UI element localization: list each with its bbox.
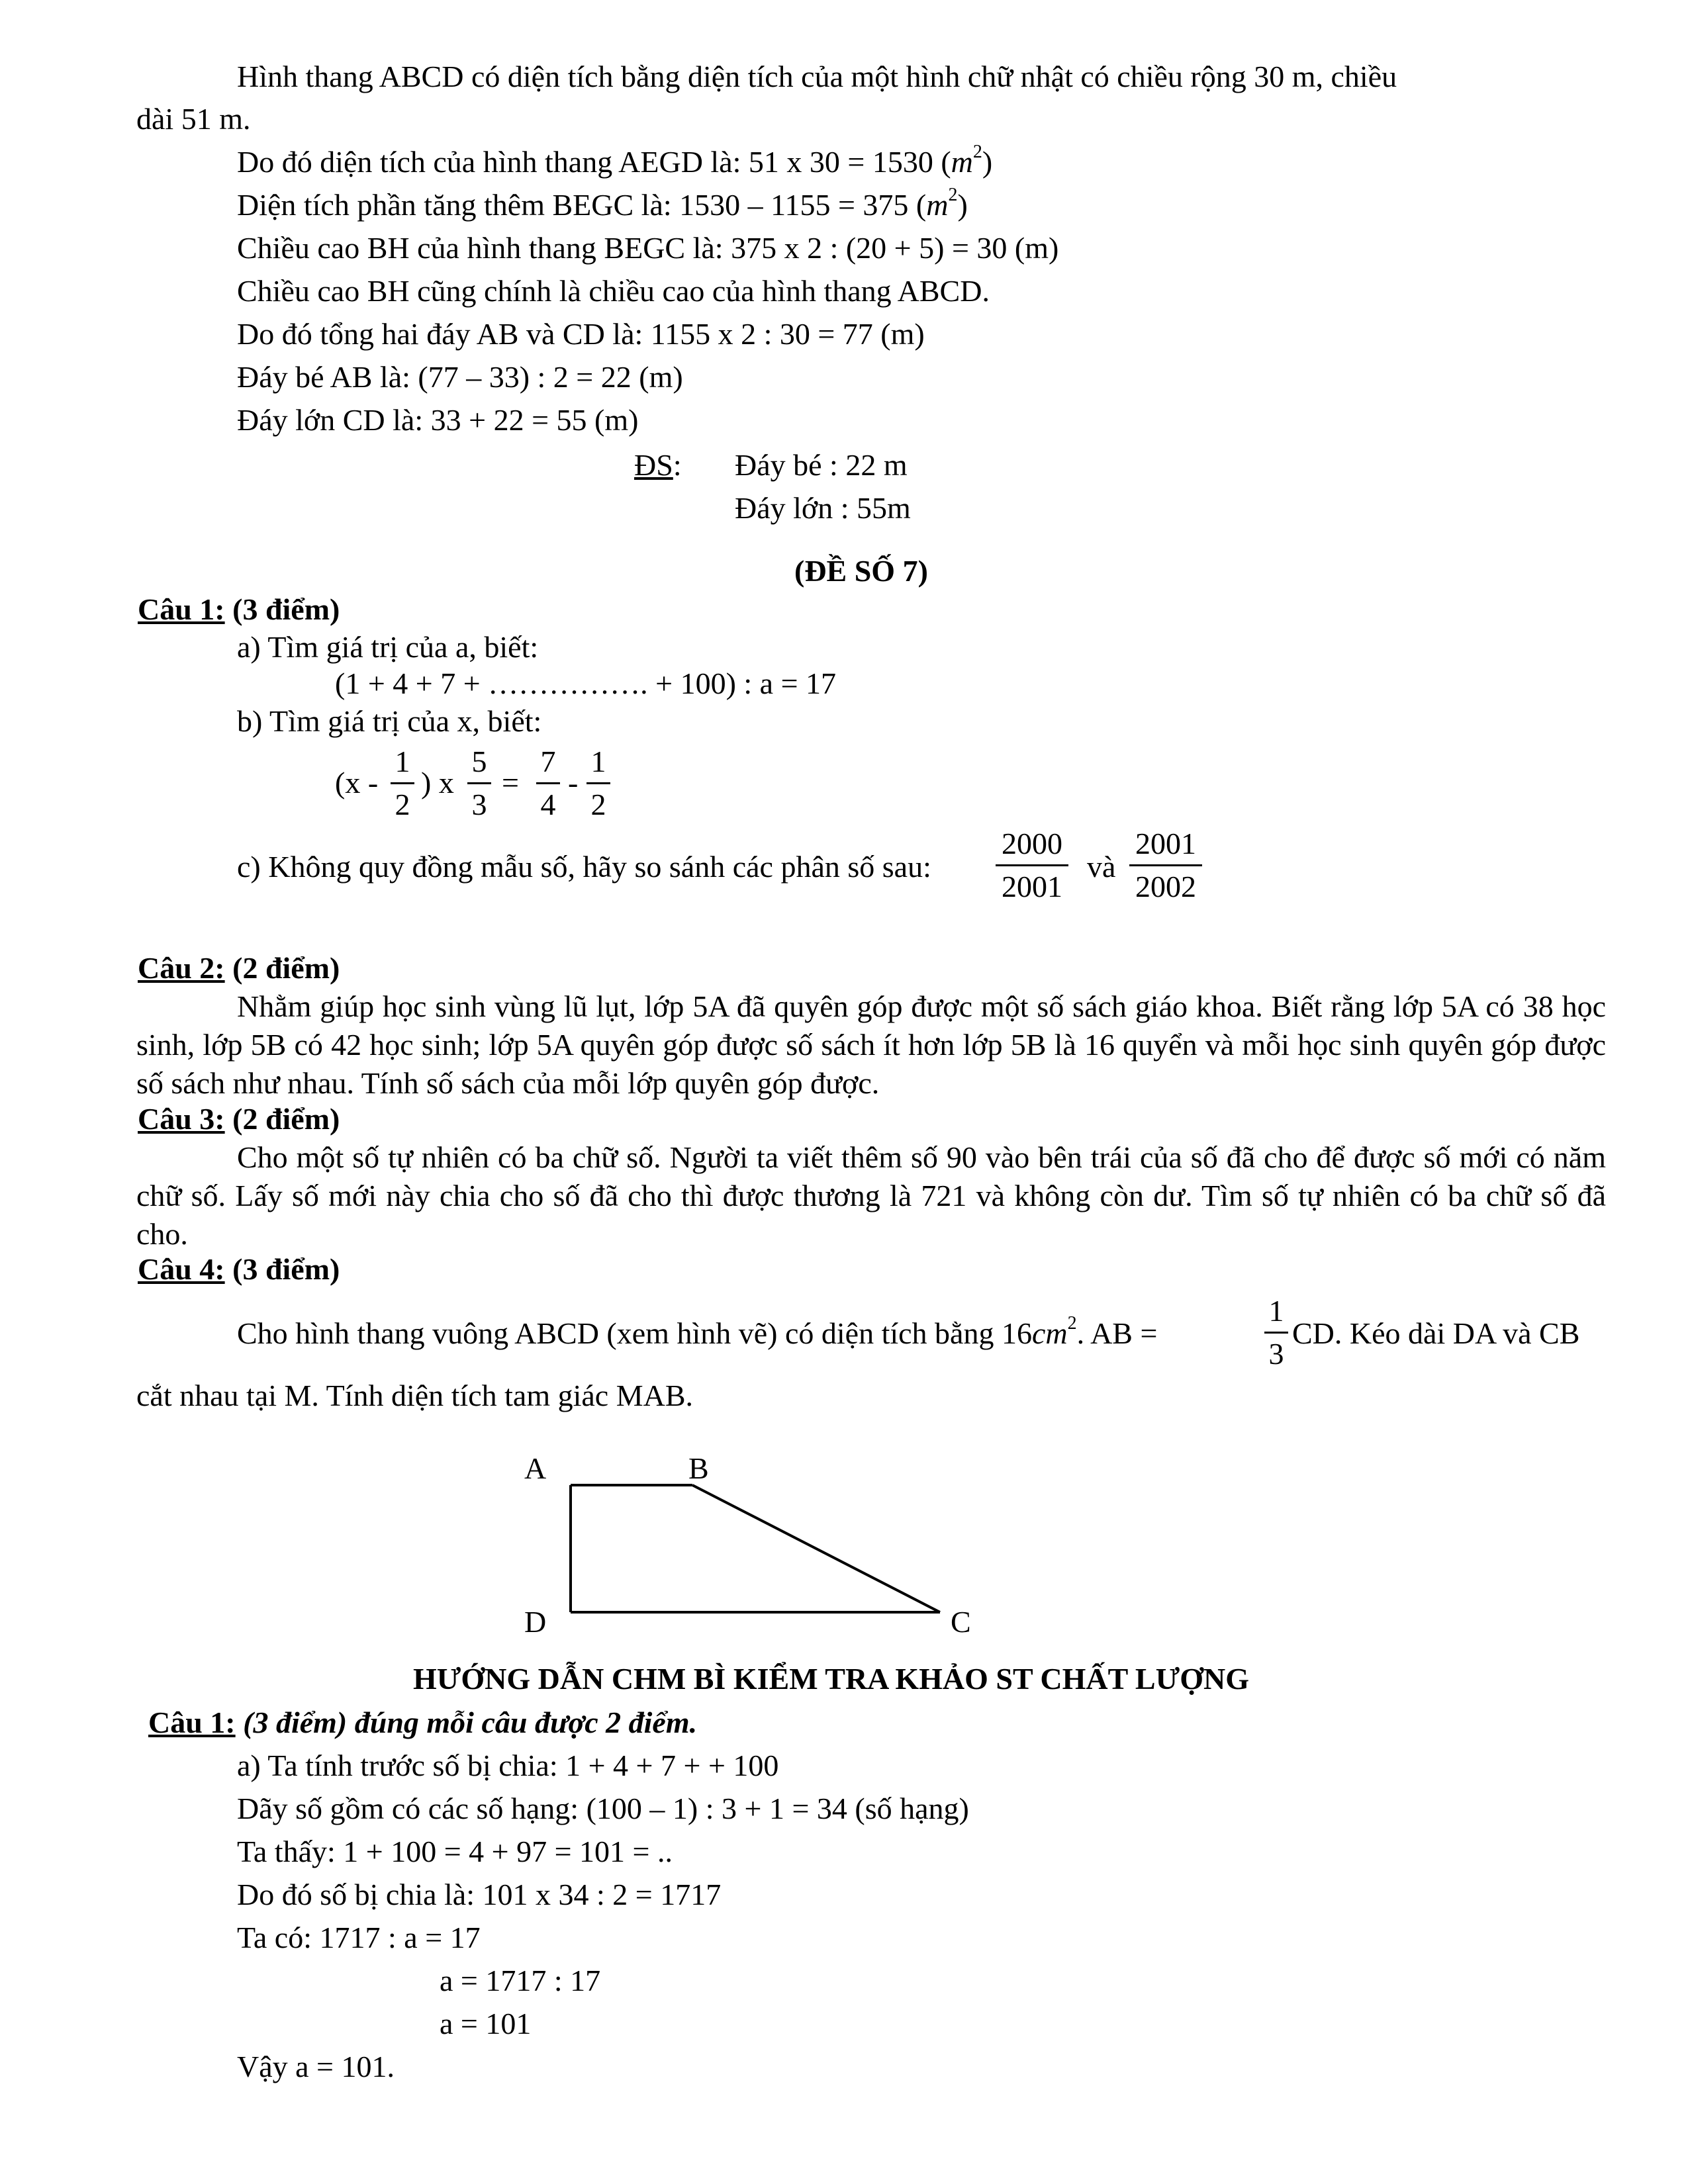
label-c: C bbox=[951, 1605, 971, 1639]
guide-line7: a = 101 bbox=[440, 2007, 532, 2040]
cau1-b-minus: - bbox=[568, 766, 579, 799]
close-paren: ) bbox=[982, 145, 993, 179]
guide-line5: Ta có: 1717 : a = 17 bbox=[237, 1921, 481, 1954]
label-b: B bbox=[688, 1451, 709, 1485]
guide-cau1-heading bbox=[148, 1707, 697, 1738]
p1-line3-text: Do đó diện tích của hình thang AEGD là: 51 x 30 = 1530 ( bbox=[237, 145, 951, 179]
p1-line4-text: Diện tích phần tăng thêm BEGC là: 1530 – 1155 = 375 ( bbox=[237, 188, 927, 222]
exam-title: (ĐỀ SỐ 7) bbox=[794, 554, 928, 588]
fraction-1-2: 1 2 bbox=[391, 747, 414, 820]
guide-cau1-label: Câu 1: bbox=[148, 1706, 236, 1739]
cau1-points: (3 điểm) bbox=[224, 592, 340, 626]
label-d: D bbox=[524, 1605, 547, 1639]
edge-bc bbox=[692, 1485, 940, 1612]
cau1-b-open: (x - bbox=[335, 766, 379, 799]
cau1-b-times: ) x bbox=[421, 766, 454, 799]
cau2-label: Câu 2: bbox=[138, 951, 225, 985]
cau4-t2: . AB = bbox=[1076, 1316, 1158, 1350]
guide-title: HƯỚNG DẪN CHM BÌ KIỂM TRA KHẢO ST CHẤT LƯỢNG bbox=[413, 1662, 1250, 1696]
unit-sup: 2 bbox=[972, 142, 982, 162]
cau4-t3: CD. Kéo dài DA và CB bbox=[1292, 1316, 1580, 1350]
answer-large-base: Đáy lớn : 55m bbox=[735, 491, 911, 525]
p1-line9: Đáy lớn CD là: 33 + 22 = 55 (m) bbox=[237, 403, 639, 437]
p1-line8: Đáy bé AB là: (77 – 33) : 2 = 22 (m) bbox=[237, 360, 683, 394]
cau1-label: Câu 1: bbox=[138, 592, 225, 626]
cau3-label: Câu 3: bbox=[138, 1102, 225, 1136]
fraction-2001-2002: 2001 2002 bbox=[1129, 829, 1202, 902]
fraction-2000-2001: 2000 2001 bbox=[996, 829, 1068, 902]
guide-line4: Do đó số bị chia là: 101 x 34 : 2 = 1717 bbox=[237, 1878, 722, 1911]
cau2-text: Nhằm giúp học sinh vùng lũ lụt, lớp 5A đã quyên góp được một số sách giáo khoa. Biết rằng lớp 5A có 38 học sinh, lớp 5B có 42 học sinh; lớp 5A quyên góp được số sách ít hơn lớp 5B là 16 quyển và mỗi học sinh quyên góp được số sách như nhau. Tính số sách của mỗi lớp quyên góp được. bbox=[136, 989, 1606, 1100]
cau3-text: Cho một số tự nhiên có ba chữ số. Người ta viết thêm số 90 vào bên trái của số đã cho để được số mới có năm chữ số. Lấy số mới này chia cho số đã cho thì được thương là 721 và không còn dư. Tìm số tự nhiên có ba chữ số đã cho. bbox=[136, 1140, 1606, 1251]
p1-line2: dài 51 m. bbox=[136, 102, 251, 136]
label-a: A bbox=[524, 1451, 547, 1485]
fraction-1-3: 1 3 bbox=[1264, 1296, 1288, 1369]
guide-line6: a = 1717 : 17 bbox=[440, 1964, 601, 1997]
close-paren: ) bbox=[957, 188, 968, 222]
cau4-label: Câu 4: bbox=[138, 1252, 225, 1286]
guide-line3: Ta thấy: 1 + 100 = 4 + 97 = 101 = .. bbox=[237, 1835, 673, 1868]
cau4-line2: cắt nhau tại M. Tính diện tích tam giác MAB. bbox=[136, 1379, 694, 1412]
guide-line2: Dãy số gồm có các số hạng: (100 – 1) : 3 + 1 = 34 (số hạng) bbox=[237, 1792, 969, 1825]
unit-m: m bbox=[926, 188, 949, 222]
p1-line1: Hình thang ABCD có diện tích bằng diện tích của một hình chữ nhật có chiều rộng 30 m, chiều bbox=[237, 60, 1397, 93]
cau1-a-equation: (1 + 4 + 7 + ……………. + 100) : a = 17 bbox=[335, 666, 837, 700]
cau1-b-equals: = bbox=[502, 766, 519, 799]
p1-line5: Chiều cao BH của hình thang BEGC là: 375 x 2 : (20 + 5) = 30 (m) bbox=[237, 231, 1059, 265]
unit-sup: 2 bbox=[948, 185, 958, 205]
guide-cau1-rest: (3 điểm) đúng mỗi câu được 2 điểm. bbox=[235, 1706, 698, 1739]
cau4-t1: Cho hình thang vuông ABCD (xem hình vẽ) có diện tích bằng 16 bbox=[237, 1316, 1032, 1350]
unit-m: m bbox=[951, 145, 973, 179]
cau2-points: (2 điểm) bbox=[224, 951, 340, 985]
cau4-points: (3 điểm) bbox=[224, 1252, 340, 1286]
cau1-c: c) Không quy đồng mẫu số, hãy so sánh các phân số sau: bbox=[237, 850, 931, 884]
answer-ds: ĐS bbox=[634, 448, 673, 482]
guide-line8: Vậy a = 101. bbox=[237, 2050, 395, 2083]
answer-small-base: Đáy bé : 22 m bbox=[735, 448, 908, 482]
fraction-5-3: 5 3 bbox=[467, 747, 491, 820]
cau1-b: b) Tìm giá trị của x, biết: bbox=[237, 704, 542, 738]
guide-line1: a) Ta tính trước số bị chia: 1 + 4 + 7 + + 100 bbox=[237, 1749, 779, 1782]
cau1-a: a) Tìm giá trị của a, biết: bbox=[237, 630, 539, 664]
p1-line7: Do đó tổng hai đáy AB và CD là: 1155 x 2 : 30 = 77 (m) bbox=[237, 317, 925, 351]
fraction-1-2b: 1 2 bbox=[586, 747, 610, 820]
cau3-points: (2 điểm) bbox=[224, 1102, 340, 1136]
cau4-sup: 2 bbox=[1067, 1313, 1077, 1334]
answer-colon: : bbox=[673, 448, 682, 482]
cau4-unit: cm bbox=[1031, 1316, 1068, 1350]
cau1-c-and: và bbox=[1087, 850, 1116, 884]
p1-line6: Chiều cao BH cũng chính là chiều cao của hình thang ABCD. bbox=[237, 274, 990, 308]
fraction-7-4: 7 4 bbox=[536, 747, 560, 820]
